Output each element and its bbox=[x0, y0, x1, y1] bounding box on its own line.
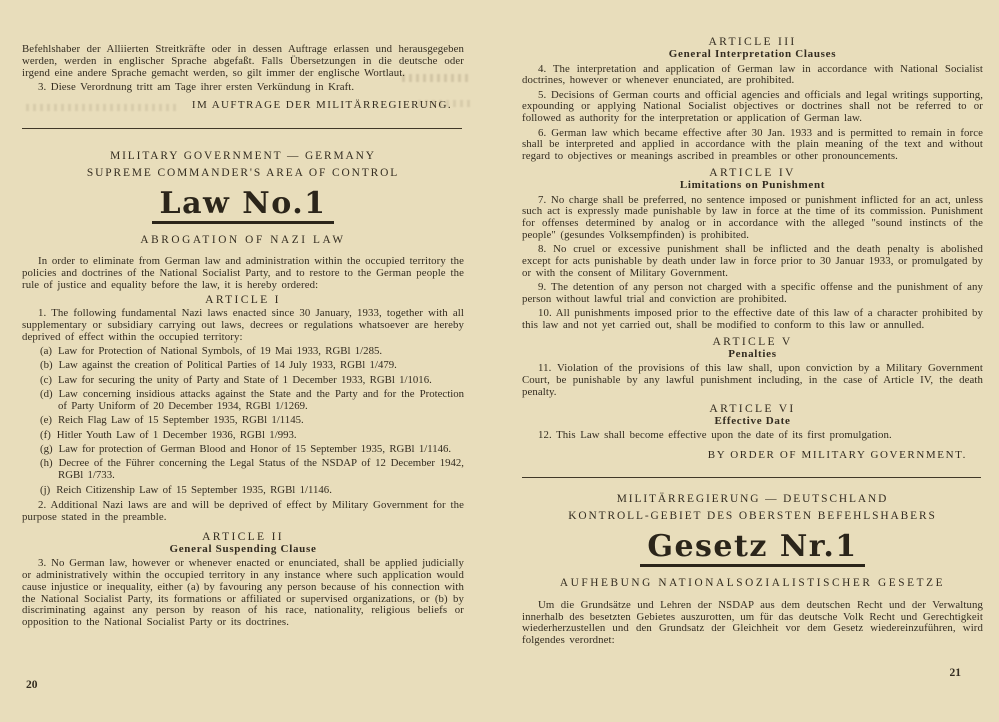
law-list-item-b bbox=[40, 360, 464, 372]
article-6-heading: ARTICLE VI bbox=[709, 401, 796, 415]
item-label: (d) bbox=[40, 388, 53, 401]
article-4-para-10: 10. All punishments imposed prior to the effective date of this law of a character prohibited by this law and not yet carried out, shall be modified to conform to this law or annulled. bbox=[522, 307, 983, 332]
law-list-item-g bbox=[40, 444, 464, 456]
law-title-row bbox=[22, 188, 464, 224]
article-4-subheading: Limitations on Punishment bbox=[679, 179, 826, 192]
gesetz-title-row bbox=[522, 531, 983, 567]
law-list-item-f bbox=[40, 430, 464, 442]
german-document-header bbox=[522, 491, 983, 524]
article-1-para-1: 1. The following fundamental Nazi laws enacted since 30 January, 1933, together with all supplementary or subsidiary carrying out laws, decrees or regulations whatsoever are hereby deprived of effect within the occupied territory: bbox=[22, 306, 464, 343]
article-4-para-8: 8. No cruel or excessive punishment shall be inflicted and the death penalty is abolished except for acts punishable by death under law in force prior to 30 Januar 1933, or promulgated by or with the consent of Military Government. bbox=[522, 243, 983, 279]
law-list-item-j bbox=[40, 485, 464, 497]
law-list-item-a bbox=[40, 346, 464, 358]
item-label: (j) bbox=[40, 483, 51, 496]
ordinance-clause-3: 3. Diese Verordnung tritt am Tage ihrer ersten Verkündung in Kraft. bbox=[38, 80, 355, 93]
header-kontroll-gebiet: KONTROLL-GEBIET DES OBERSTEN BEFEHLSHABERS bbox=[568, 509, 937, 522]
article-2-heading: ARTICLE II bbox=[202, 529, 284, 543]
law-list-item-d bbox=[40, 389, 464, 413]
item-text: Law for Protection of National Symbols, of 19 Mai 1933, RGBl 1/285. bbox=[57, 344, 383, 357]
by-order-signoff: BY ORDER OF MILITARY GOVERNMENT. bbox=[707, 449, 967, 462]
law-preamble: In order to eliminate from German law and administration within the occupied territory the policies and doctrines of the National Socialist Party, and to restore to the German people the rule of justice and equality before the law, it is hereby ordered: bbox=[22, 255, 464, 291]
ordinance-continuation-text: Befehlshaber der Alliierten Streitkräfte oder in dessen Auftrage erlassen und herausgegeben werden, werden in englischer Sprache abgefaßt. Falls Übersetzungen in die deutsche oder irgend eine andere Sprache gemacht werden, so gilt immer der englische Wortlaut. bbox=[22, 43, 464, 79]
article-2-para: 3. No German law, however or whenever enacted or enunciated, shall be applied judicially or administratively within the occupied territory in any instance where such application would cause injustice or inequality, either (a) by favouring any person because of his connection with the National Socialist Party, its formations or affiliated or supervised organizations, or (b) by discriminating against any person by reason of his race, nationality, religious beliefs or opposition to the National Socialist Party or its doctrines. bbox=[22, 557, 464, 629]
item-label: (e) bbox=[40, 414, 52, 427]
item-text: Law concerning insidious attacks against the State and the Party and for the Protection of Party Uniform of 20 December 1934, RGBl 1/1269. bbox=[58, 388, 464, 412]
page-number-right: 21 bbox=[949, 667, 961, 679]
law-no-1-title: Law No.1 bbox=[152, 188, 333, 224]
item-label: (b) bbox=[40, 359, 53, 372]
article-5-para-11: 11. Violation of the provisions of this law shall, upon conviction by a Military Government Court, be punishable by any lawful punishment including, in the case of Article IV, the death penalty. bbox=[522, 362, 983, 399]
item-text: Decree of the Führer concerning the Legal Status of the NSDAP of 12 December 1942, RGBl 1/733. bbox=[58, 457, 464, 482]
item-text: Law for securing the unity of Party and State of 1 December 1933, RGBl 1/1016. bbox=[57, 373, 432, 386]
gesetz-subtitle: AUFHEBUNG NATIONALSOZIALISTISCHER GESETZE bbox=[559, 577, 946, 589]
page-number-left: 20 bbox=[26, 679, 38, 691]
gesetz-nr-1-title: Gesetz Nr.1 bbox=[640, 531, 864, 567]
item-label: (g) bbox=[40, 443, 53, 456]
ink-bleed-smudge bbox=[26, 104, 176, 111]
article-4-heading: ARTICLE IV bbox=[709, 165, 796, 179]
header-supreme-commander: SUPREME COMMANDER'S AREA OF CONTROL bbox=[86, 166, 400, 179]
item-label: (a) bbox=[40, 344, 52, 357]
article-1-para-2: 2. Additional Nazi laws are and will be deprived of effect by Military Government for the purpose stated in the preamble. bbox=[22, 498, 464, 523]
article-3-para-5: 5. Decisions of German courts and official agencies and officials and legal writings supporting, expounding or applying National Socialist objectives or doctrines shall not be referred to or followed as authority for the interpretation or application of German law. bbox=[522, 88, 983, 125]
item-label: (f) bbox=[40, 428, 51, 441]
article-3-subheading: General Interpretation Clauses bbox=[668, 48, 837, 61]
document-header bbox=[22, 148, 464, 181]
article-6-subheading: Effective Date bbox=[714, 415, 791, 428]
article-3-para-6: 6. German law which became effective after 30 Jan. 1933 and is permitted to remain in force shall be interpreted and applied in accordance with the plain meaning of the text and without regard to objectives or meanings ascribed in preambles or other pronouncements. bbox=[522, 126, 983, 163]
right-page bbox=[508, 0, 995, 722]
article-6-para-12: 12. This Law shall become effective upon the date of its first promulgation. bbox=[538, 429, 892, 442]
law-list-item-e bbox=[40, 415, 464, 427]
left-page-divider-rule bbox=[22, 128, 462, 129]
item-text: Reich Citizenship Law of 15 September 1935, RGBl 1/1146. bbox=[56, 483, 332, 496]
abrogated-laws-list bbox=[22, 346, 464, 497]
law-list-item-c bbox=[40, 375, 464, 387]
right-page-divider-rule bbox=[522, 477, 981, 478]
law-list-item-h bbox=[40, 458, 464, 482]
item-label: (h) bbox=[40, 457, 53, 470]
header-militaerregierung: MILITÄRREGIERUNG — DEUTSCHLAND bbox=[616, 493, 889, 505]
article-2-subheading: General Suspending Clause bbox=[169, 542, 317, 555]
item-text: Reich Flag Law of 15 September 1935, RGBl 1/1145. bbox=[57, 414, 304, 427]
article-5-heading: ARTICLE V bbox=[712, 334, 793, 348]
ordinance-signoff: IM AUFTRAGE DER MILITÄRREGIERUNG. bbox=[191, 98, 452, 111]
article-1-heading: ARTICLE I bbox=[205, 292, 281, 306]
gesetz-preamble: Um die Grundsätze und Lehren der NSDAP aus dem deutschen Recht und der Verwaltung innerhalb des besetzten Gebietes auszurotten, um für das deutsche Volk Recht und Gerechtigkeit wiederherzustellen und den Grundsatz der Gleichheit vor dem Gesetz wiedereinzuführen, wird folgendes verordnet: bbox=[522, 598, 983, 647]
article-4-para-9: 9. The detention of any person not charged with a specific offense and the punishment of any person without lawful trial and conviction are prohibited. bbox=[522, 281, 983, 305]
ink-bleed-smudge bbox=[418, 100, 470, 107]
item-text: Hitler Youth Law of 1 December 1936, RGBl 1/993. bbox=[56, 428, 297, 441]
article-4-para-7: 7. No charge shall be preferred, no sentence imposed or punishment inflicted for an act, unless such act is expressly made punishable by law in force at the time of its commission. Punishment for offenses determined by analog or in accordance with the alleged "sound instincts of the people" (gesundes Volksempfinden) is prohibited. bbox=[522, 193, 983, 241]
article-3-heading: ARTICLE III bbox=[708, 35, 797, 48]
article-3-para-4: 4. The interpretation and application of German law in accordance with National Socialist doctrines, however or whenever enunciated, are prohibited. bbox=[522, 62, 983, 87]
header-military-government: MILITARY GOVERNMENT — GERMANY bbox=[110, 150, 376, 163]
item-text: Law against the creation of Political Parties of 14 July 1933, RGBl 1/479. bbox=[58, 359, 397, 372]
ink-bleed-smudge bbox=[402, 74, 468, 82]
article-5-subheading: Penalties bbox=[728, 348, 777, 361]
law-subtitle: ABROGATION OF NAZI LAW bbox=[140, 234, 346, 247]
item-text: Law for protection of German Blood and Honor of 15 September 1935, RGBl 1/1146. bbox=[58, 443, 452, 456]
item-label: (c) bbox=[40, 373, 52, 386]
